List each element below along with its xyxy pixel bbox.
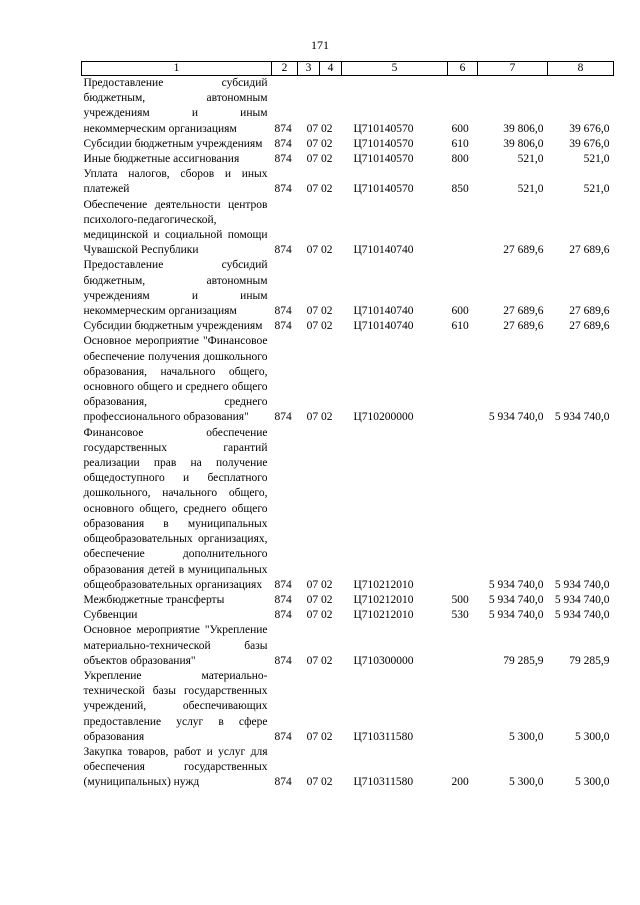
- row-section-code: 07 02: [306, 305, 333, 318]
- row-section-code: 07 02: [306, 730, 333, 743]
- row-name: Обеспечение деятельности центров психолого-педагогической, медицинской и социальной помощи Чувашской Республики: [83, 198, 268, 257]
- row-name: Финансовое обеспечение государственных гарантий реализации прав на получение общедоступного и бесплатного дошкольного, начального общего, основного общего, среднего общего образования в муниципальных общеобразовательных организациях, обеспечение дополнительного образования детей в муниципальных общеобразовательных организациях: [83, 426, 268, 591]
- row-target-code: Ц710140570: [353, 153, 414, 166]
- row-name: Предоставление субсидий бюджетным, автономным учреждениям и иным некоммерческим организациям: [83, 77, 268, 135]
- row-name: Межбюджетные трансферты: [83, 593, 225, 606]
- table-row: [82, 152, 614, 167]
- row-name: Основное мероприятие "Финансовое обеспечение получения дошкольного образования, начального общего, основного общего и среднего общего образования, среднего профессионального образования": [83, 335, 268, 424]
- row-amount-1: 5 300,0: [509, 776, 544, 789]
- row-ministry-code: 874: [274, 654, 292, 667]
- row-name: Субсидии бюджетным учреждениям: [83, 137, 263, 150]
- row-name: Иные бюджетные ассигнования: [83, 153, 240, 166]
- header-cell-8: 8: [548, 62, 614, 76]
- row-ministry-code: 874: [274, 137, 292, 150]
- table-header: [82, 62, 614, 76]
- row-expense-type: [448, 198, 478, 259]
- row-amount-1: 39 806,0: [503, 137, 544, 150]
- row-amount-1: 5 934 740,0: [488, 593, 544, 606]
- budget-table: [81, 61, 614, 791]
- row-ministry-code: 874: [274, 122, 292, 135]
- row-amount-2: 39 676,0: [569, 137, 610, 150]
- table-row: [82, 76, 614, 137]
- row-amount-1: 27 689,6: [503, 305, 544, 318]
- row-ministry-code: 874: [274, 153, 292, 166]
- row-ministry-code: 874: [274, 305, 292, 318]
- row-section-code: 07 02: [306, 578, 333, 591]
- row-amount-1: 27 689,6: [503, 244, 544, 257]
- row-expense-type: 850: [451, 183, 469, 196]
- row-expense-type: [448, 669, 478, 745]
- header-cell-2: 2: [272, 62, 298, 76]
- row-section-code: 07 02: [306, 320, 333, 333]
- row-target-code: Ц710300000: [353, 654, 414, 667]
- row-name: Субвенции: [83, 609, 138, 622]
- table-row: [82, 745, 614, 791]
- row-amount-1: 5 934 740,0: [488, 578, 544, 591]
- table-row: [82, 198, 614, 259]
- row-expense-type: [448, 623, 478, 669]
- row-target-code: Ц710311580: [353, 776, 414, 789]
- row-section-code: 07 02: [306, 183, 333, 196]
- table-row: [82, 593, 614, 608]
- row-section-code: 07 02: [306, 593, 333, 606]
- row-ministry-code: 874: [274, 244, 292, 257]
- row-ministry-code: 874: [274, 183, 292, 196]
- row-ministry-code: 874: [274, 593, 292, 606]
- row-target-code: Ц710200000: [353, 411, 414, 424]
- row-amount-1: 27 689,6: [503, 320, 544, 333]
- row-target-code: Ц710140740: [353, 244, 414, 257]
- header-cell-7: 7: [478, 62, 548, 76]
- row-amount-1: 5 300,0: [509, 730, 544, 743]
- row-amount-1: 39 806,0: [503, 122, 544, 135]
- table-row: [82, 669, 614, 745]
- row-expense-type: 610: [451, 320, 469, 333]
- row-target-code: Ц710212010: [353, 593, 414, 606]
- row-amount-1: 5 934 740,0: [488, 609, 544, 622]
- row-ministry-code: 874: [274, 730, 292, 743]
- row-expense-type: 200: [451, 776, 469, 789]
- row-target-code: Ц710212010: [353, 609, 414, 622]
- table-row: [82, 623, 614, 669]
- row-target-code: Ц710212010: [353, 578, 414, 591]
- table-row: [82, 426, 614, 593]
- header-cell-3: 3: [298, 62, 320, 76]
- row-amount-1: 79 285,9: [503, 654, 544, 667]
- row-expense-type: 530: [451, 609, 469, 622]
- header-cell-5: 5: [342, 62, 448, 76]
- row-amount-2: 5 934 740,0: [554, 578, 610, 591]
- row-amount-2: 5 300,0: [575, 730, 610, 743]
- row-section-code: 07 02: [306, 122, 333, 135]
- row-amount-2: 521,0: [583, 153, 610, 166]
- row-amount-2: 5 934 740,0: [554, 609, 610, 622]
- row-ministry-code: 874: [274, 609, 292, 622]
- row-target-code: Ц710311580: [353, 730, 414, 743]
- header-cell-1: 1: [82, 62, 272, 76]
- row-amount-2: 27 689,6: [569, 244, 610, 257]
- table-row: [82, 258, 614, 319]
- row-target-code: Ц710140740: [353, 305, 414, 318]
- row-ministry-code: 874: [274, 578, 292, 591]
- row-amount-2: 79 285,9: [569, 654, 610, 667]
- row-amount-2: 27 689,6: [569, 320, 610, 333]
- row-expense-type: [448, 334, 478, 425]
- row-expense-type: 600: [451, 122, 469, 135]
- row-amount-2: 27 689,6: [569, 305, 610, 318]
- table-body: [82, 76, 614, 791]
- row-name: Предоставление субсидий бюджетным, автономным учреждениям и иным некоммерческим организациям: [83, 259, 268, 318]
- row-ministry-code: 874: [274, 776, 292, 789]
- row-ministry-code: 874: [274, 411, 292, 424]
- header-row: [82, 62, 614, 76]
- row-name: Уплата налогов, сборов и иных платежей: [83, 168, 268, 196]
- row-amount-1: 521,0: [517, 183, 544, 196]
- row-expense-type: 500: [451, 593, 469, 606]
- row-name: Закупка товаров, работ и услуг для обеспечения государственных (муниципальных) нужд: [83, 745, 268, 789]
- row-section-code: 07 02: [306, 609, 333, 622]
- table-row: [82, 334, 614, 425]
- table-row: [82, 167, 614, 197]
- row-section-code: 07 02: [306, 153, 333, 166]
- table-row: [82, 137, 614, 152]
- row-target-code: Ц710140570: [353, 122, 414, 135]
- row-target-code: Ц710140740: [353, 320, 414, 333]
- row-name: Субсидии бюджетным учреждениям: [83, 320, 263, 333]
- header-cell-4: 4: [320, 62, 342, 76]
- row-ministry-code: 874: [274, 320, 292, 333]
- row-amount-1: 521,0: [517, 153, 544, 166]
- row-amount-2: 521,0: [583, 183, 610, 196]
- row-amount-2: 5 300,0: [575, 776, 610, 789]
- row-target-code: Ц710140570: [353, 137, 414, 150]
- row-amount-2: 39 676,0: [569, 122, 610, 135]
- table-row: [82, 319, 614, 334]
- row-amount-1: 5 934 740,0: [488, 411, 544, 424]
- row-expense-type: [448, 426, 478, 593]
- row-section-code: 07 02: [306, 776, 333, 789]
- row-expense-type: 600: [451, 305, 469, 318]
- row-section-code: 07 02: [306, 411, 333, 424]
- row-section-code: 07 02: [306, 654, 333, 667]
- row-section-code: 07 02: [306, 137, 333, 150]
- page-number: 171: [311, 38, 329, 52]
- table-row: [82, 608, 614, 623]
- row-name: Укрепление материально-технической базы государственных учреждений, обеспечивающих предоставление услуг в сфере образования: [83, 669, 268, 743]
- row-amount-2: 5 934 740,0: [554, 593, 610, 606]
- row-section-code: 07 02: [306, 244, 333, 257]
- row-name: Основное мероприятие "Укрепление материально-технической базы объектов образования": [83, 624, 268, 667]
- row-amount-2: 5 934 740,0: [554, 411, 610, 424]
- header-cell-6: 6: [448, 62, 478, 76]
- row-expense-type: 800: [451, 153, 469, 166]
- row-expense-type: 610: [451, 137, 469, 150]
- row-target-code: Ц710140570: [353, 183, 414, 196]
